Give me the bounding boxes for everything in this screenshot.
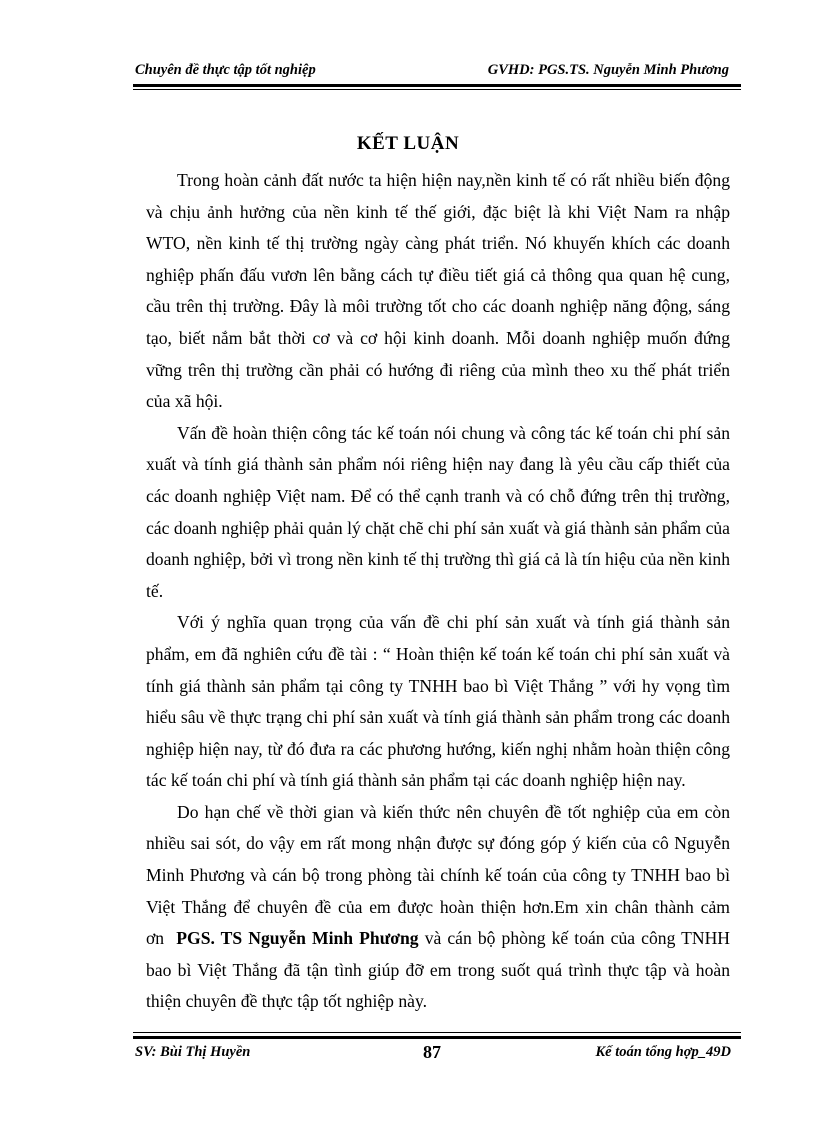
page-number: 87	[423, 1042, 441, 1062]
header-course-title: Chuyên đề thực tập tốt nghiệp	[135, 62, 316, 78]
header-rule-thin	[133, 89, 741, 90]
paragraph-2: Vấn đề hoàn thiện công tác kế toán nói chung và công tác kế toán chi phí sản xuất và tính giá thành sản phẩm nói riêng hiện nay đang là yêu cầu cấp thiết của các doanh nghiệp Việt nam. Để có thể cạnh tranh và có chỗ đứng trên thị trường, các doanh nghiệp phải quản lý chặt chẽ chi phí sản xuất và giá thành sản phẩm của doanh nghiệp, bởi vì trong nền kinh tế thị trường thì giá cả là tín hiệu của nền kinh tế.	[146, 422, 730, 601]
footer-rule-thick	[133, 1036, 741, 1039]
paragraph-3: Với ý nghĩa quan trọng của vấn đề chi phí sản xuất và tính giá thành sản phẩm, em đã nghiên cứu đề tài : “ Hoàn thiện kế toán kế toán chi phí sản xuất và tính giá thành sản phẩm tại công ty TNHH bao bì Việt Thắng ” với hy vọng tìm hiểu sâu về thực trạng chi phí sản xuất và tính giá thành sản phẩm trong các doanh nghiệp hiện nay, từ đó đưa ra các phương hướng, kiến nghị nhằm hoàn thiện công tác kế toán chi phí và tính giá thành sản phẩm tại các doanh nghiệp hiện nay.	[146, 612, 730, 791]
paragraph-4-bold-name: PGS. TS Nguyễn Minh Phương	[176, 928, 419, 949]
footer-rule-thin	[133, 1032, 741, 1033]
header-rule-thick	[133, 84, 741, 87]
footer-student-name: SV: Bùi Thị Huyền	[135, 1044, 251, 1060]
page-header	[133, 59, 735, 81]
paragraph-1: Trong hoàn cảnh đất nước ta hiện hiện nay,nền kinh tế có rất nhiều biến động và chịu ảnh hưởng của nền kinh tế thế giới, đặc biệt là khi Việt Nam ra nhập WTO, nền kinh tế thị trường ngày càng phát triển. Nó khuyến khích các doanh nghiệp phấn đấu vươn lên bằng cách tự điều tiết giá cả thông qua quan hệ cung, cầu trên thị trường. Đây là môi trường tốt cho các doanh nghiệp năng động, sáng tạo, biết nắm bắt thời cơ và cơ hội kinh doanh. Mỗi doanh nghiệp muốn đứng vững trên thị trường cần phải có hướng đi riêng của mình theo xu thế phát triển của xã hội.	[146, 170, 730, 412]
footer-class: Kế toán tổng hợp_49D	[595, 1044, 731, 1060]
page-title: KẾT LUẬN	[356, 133, 460, 154]
paragraph-4-start: Do hạn chế về thời gian và kiến thức nên chuyên đề tốt nghiệp của em còn nhiều sai sót, do vậy em rất mong nhận được sự đóng góp ý kiến của cô Nguyễn Minh Phương và cán bộ trong phòng tài chính kế toán của công ty TNHH bao bì Việt Thắng để chuyên đề của em được hoàn thiện hơn.Em xin chân thành cảm ơn	[146, 801, 730, 949]
paragraph-4	[146, 797, 730, 1018]
header-supervisor: GVHD: PGS.TS. Nguyễn Minh Phương	[487, 62, 729, 78]
body-text	[146, 165, 730, 1018]
page-footer	[133, 1042, 735, 1070]
paragraph-4-end: và cán bộ phòng kế toán của công TNHH bao bì Việt Thắng đã tận tình giúp đỡ em trong suốt quá trình thực tập và hoàn thiện chuyên đề thực tập tốt nghiệp này.	[146, 928, 731, 1012]
